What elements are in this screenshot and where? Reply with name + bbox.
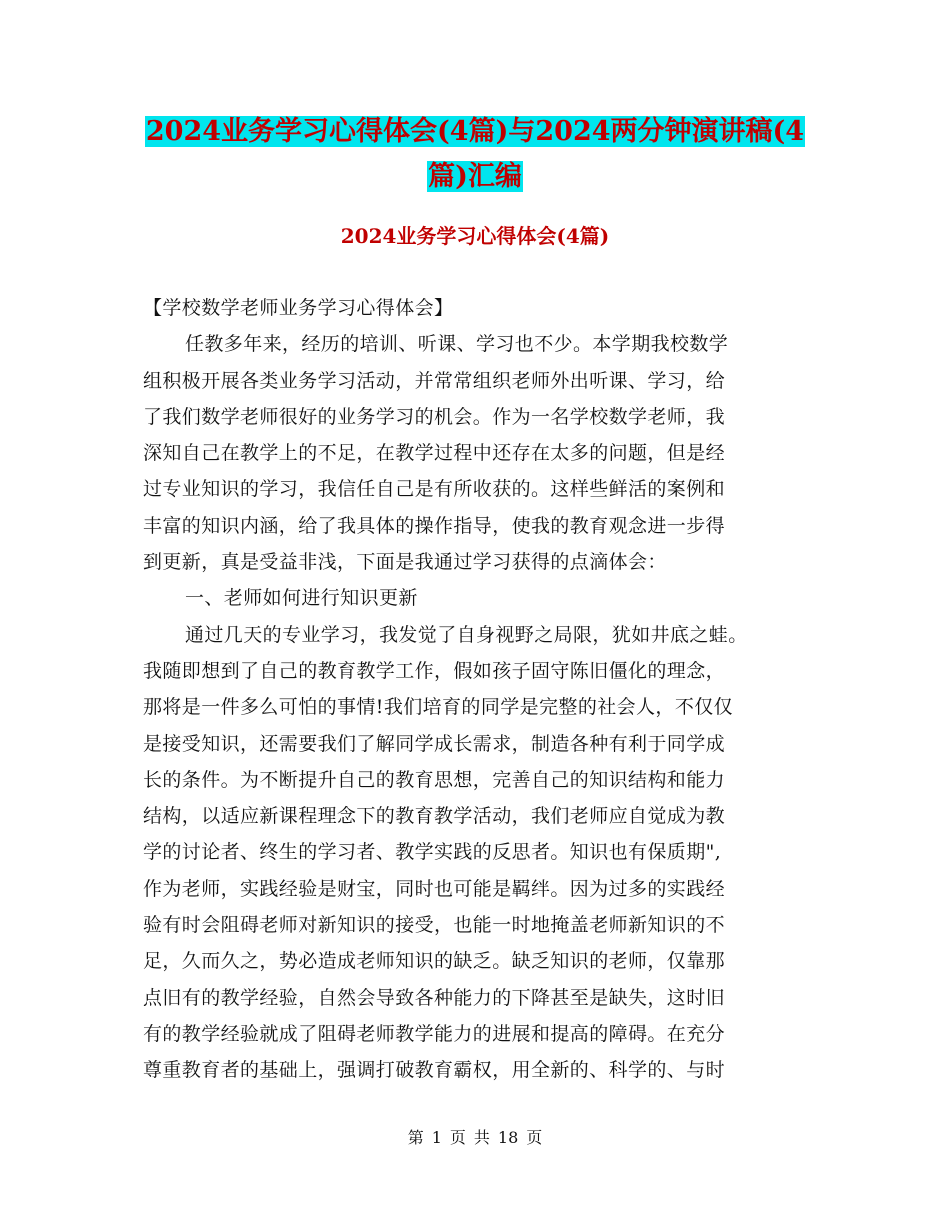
document-title-highlight-1: 2024业务学习心得体会(4篇)与2024两分钟演讲稿(4	[145, 116, 805, 147]
body-line: 了我们数学老师很好的业务学习的机会。作为一名学校数学老师，我	[143, 405, 726, 428]
section-title: 2024业务学习心得体会(4篇)	[340, 224, 610, 248]
body-line: 长的条件。为不断提升自己的教育思想，完善自己的知识结构和能力	[143, 768, 726, 791]
body-line: 验有时会阻碍老师对新知识的接受，也能一时地掩盖老师新知识的不	[143, 914, 726, 937]
body-line: 结构，以适应新课程理念下的教育教学活动，我们老师应自觉成为教	[143, 805, 726, 828]
footer-page-number: 1	[431, 1128, 442, 1147]
body-line: 那将是一件多么可怕的事情!我们培育的同学是完整的社会人，不仅仅	[143, 696, 734, 719]
document-title-line-1	[0, 113, 950, 151]
body-line: 足，久而久之，势必造成老师知识的缺乏。缺乏知识的老师，仅靠那	[143, 950, 726, 973]
body-line: 学的讨论者、终生的学习者、教学实践的反思者。知识也有保质期",	[143, 841, 722, 864]
body-line: 尊重教育者的基础上，强调打破教育霸权，用全新的、科学的、与时	[143, 1059, 726, 1082]
body-line-heading: 【学校数学老师业务学习心得体会】	[143, 297, 454, 319]
footer-page-prefix: 第	[407, 1128, 424, 1147]
body-line: 任教多年来，经历的培训、听课、学习也不少。本学期我校数学	[185, 333, 729, 356]
body-line: 我随即想到了自己的教育教学工作，假如孩子固守陈旧僵化的理念，	[143, 659, 726, 682]
body-line-subheading: 一、老师如何进行知识更新	[185, 587, 418, 610]
body-line: 到更新，真是受益非浅，下面是我通过学习获得的点滴体会：	[143, 551, 667, 574]
footer-total-label: 共	[473, 1128, 490, 1147]
body-line: 有的教学经验就成了阻碍老师教学能力的进展和提高的障碍。在充分	[143, 1022, 726, 1045]
footer-total-pages: 18	[497, 1128, 519, 1147]
body-line: 作为老师，实践经验是财宝，同时也可能是羁绊。因为过多的实践经	[143, 877, 726, 900]
body-line: 过专业知识的学习，我信任自己是有所收获的。这样些鲜活的案例和	[143, 478, 726, 501]
document-body	[143, 290, 813, 1089]
body-line: 深知自己在教学上的不足，在教学过程中还存在太多的问题，但是经	[143, 442, 726, 465]
body-line: 点旧有的教学经验，自然会导致各种能力的下降甚至是缺失，这时旧	[143, 986, 726, 1009]
body-line: 通过几天的专业学习，我发觉了自身视野之局限，犹如井底之蛙。	[185, 623, 748, 646]
body-line: 丰富的知识内涵，给了我具体的操作指导，使我的教育观念进一步得	[143, 514, 726, 537]
page-footer	[0, 1126, 950, 1150]
footer-page-suffix: 页	[526, 1128, 543, 1147]
body-line: 是接受知识，还需要我们了解同学成长需求，制造各种有利于同学成	[143, 732, 726, 755]
footer-page-mid: 页	[449, 1128, 466, 1147]
document-title-line-2	[0, 158, 950, 196]
body-line: 组积极开展各类业务学习活动，并常常组织老师外出听课、学习，给	[143, 369, 726, 392]
document-title-highlight-2: 篇)汇编	[428, 161, 522, 192]
